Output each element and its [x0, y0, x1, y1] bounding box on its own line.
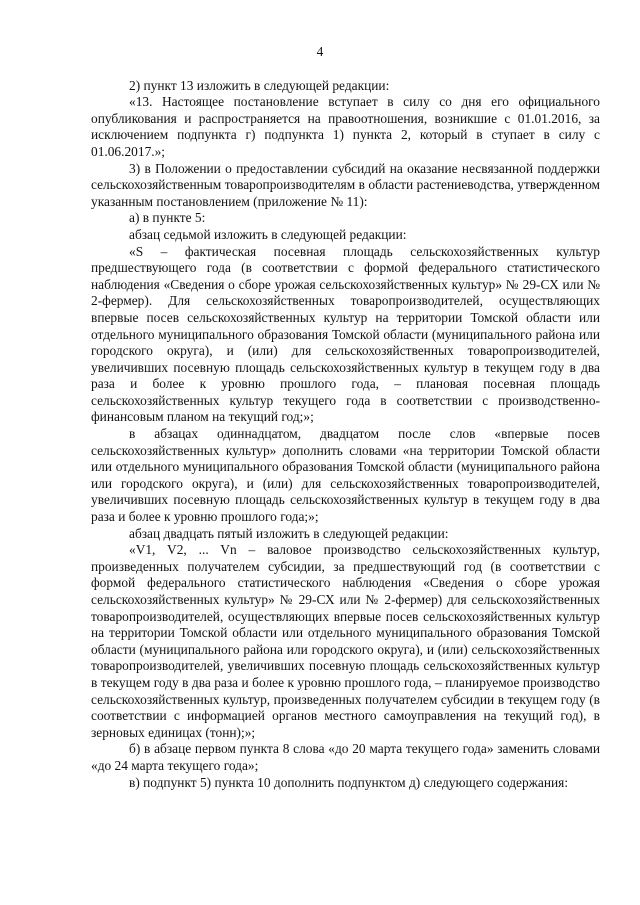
- paragraph-eleventh-twentieth: в абзацах одиннадцатом, двадцатом после слов «впервые посев сельскохозяйственных культур» дополнить словами «на территории Томской области или отдельного муниципального образования Томской области (муниципального района или городского округа), и (или) для сельскохозяйственных товаропроизводителей, увеличивших посевную площадь сельскохозяйственных культур в текущем году в два раза и более к уровню прошлого года;»;: [91, 426, 600, 525]
- paragraph-seventh-intro: абзац седьмой изложить в следующей редакции:: [129, 226, 407, 242]
- paragraph-item-3: 3) в Положении о предоставлении субсидий на оказание несвязанной поддержки сельскохозяйственным товаропроизводителям в области растениеводства, утвержденном указанным постановлением (приложение № 11):: [91, 160, 600, 209]
- paragraph-subitem-b: б) в абзаце первом пункта 8 слова «до 20 марта текущего года» заменить словами «до 24 марта текущего года»;: [91, 741, 600, 773]
- paragraph-25th-intro: абзац двадцать пятый изложить в следующей редакции:: [129, 525, 449, 541]
- paragraph-quote-13: «13. Настоящее постановление вступает в силу со дня его официального опубликования и распространяется на правоотношения, возникшие с 01.01.2016, за исключением подпункта г) подпункта 1) пункта 2, который в ступает в силу с 01.06.2017.»;: [91, 94, 600, 159]
- paragraph-subitem-a: а) в пункте 5:: [129, 210, 206, 226]
- paragraph-item-2: 2) пункт 13 изложить в следующей редакции:: [129, 77, 390, 93]
- paragraph-v-definition: «V1, V2, ... Vn – валовое производство сельскохозяйственных культур, произведенных получателем субсидии, за предшествующий год (в соответствии с формой федерального статистического наблюдения «Сведения о сборе урожая сельскохозяйственных культур» № 29-СХ или № 2-фермер) для сельскохозяйственных товаропроизводителей, осуществляющих впервые посев сельскохозяйственных культур на территории Томской области или отдельного муниципального образования Томской области (муниципального района или городского округа), и (или) сельскохозяйственных товаропроизводителей, увеличивших посевную площадь сельскохозяйственных культур в текущем году в два раза и более к уровню прошлого года, – планируемое производство сельскохозяйственных культур, произведенных получателем субсидии в текущем году (в соответствии с информацией органов местного самоуправления на текущий год), в зерновых единицах (тонн);»;: [91, 542, 600, 740]
- page-number: 4: [316, 44, 324, 59]
- paragraph-s-definition: «S – фактическая посевная площадь сельскохозяйственных культур предшествующего года (в соответствии с формой федерального статистического наблюдения «Сведения о сборе урожая сельскохозяйственных культур» № 29-СХ или № 2-фермер). Для сельскохозяйственных товаропроизводителей, осуществляющих впервые посев сельскохозяйственных культур на территории Томской области или отдельного муниципального образования Томской области (муниципального района или городского округа), и (или) для сельскохозяйственных товаропроизводителей, увеличивших посевную площадь сельскохозяйственных культур в текущем году в два раза и более к уровню прошлого года, – плановая посевная площадь сельскохозяйственных культур текущего года в соответствии с производственно-финансовым планом на текущий год;»;: [91, 243, 600, 425]
- paragraph-subitem-v: в) подпункт 5) пункта 10 дополнить подпунктом д) следующего содержания:: [129, 774, 569, 790]
